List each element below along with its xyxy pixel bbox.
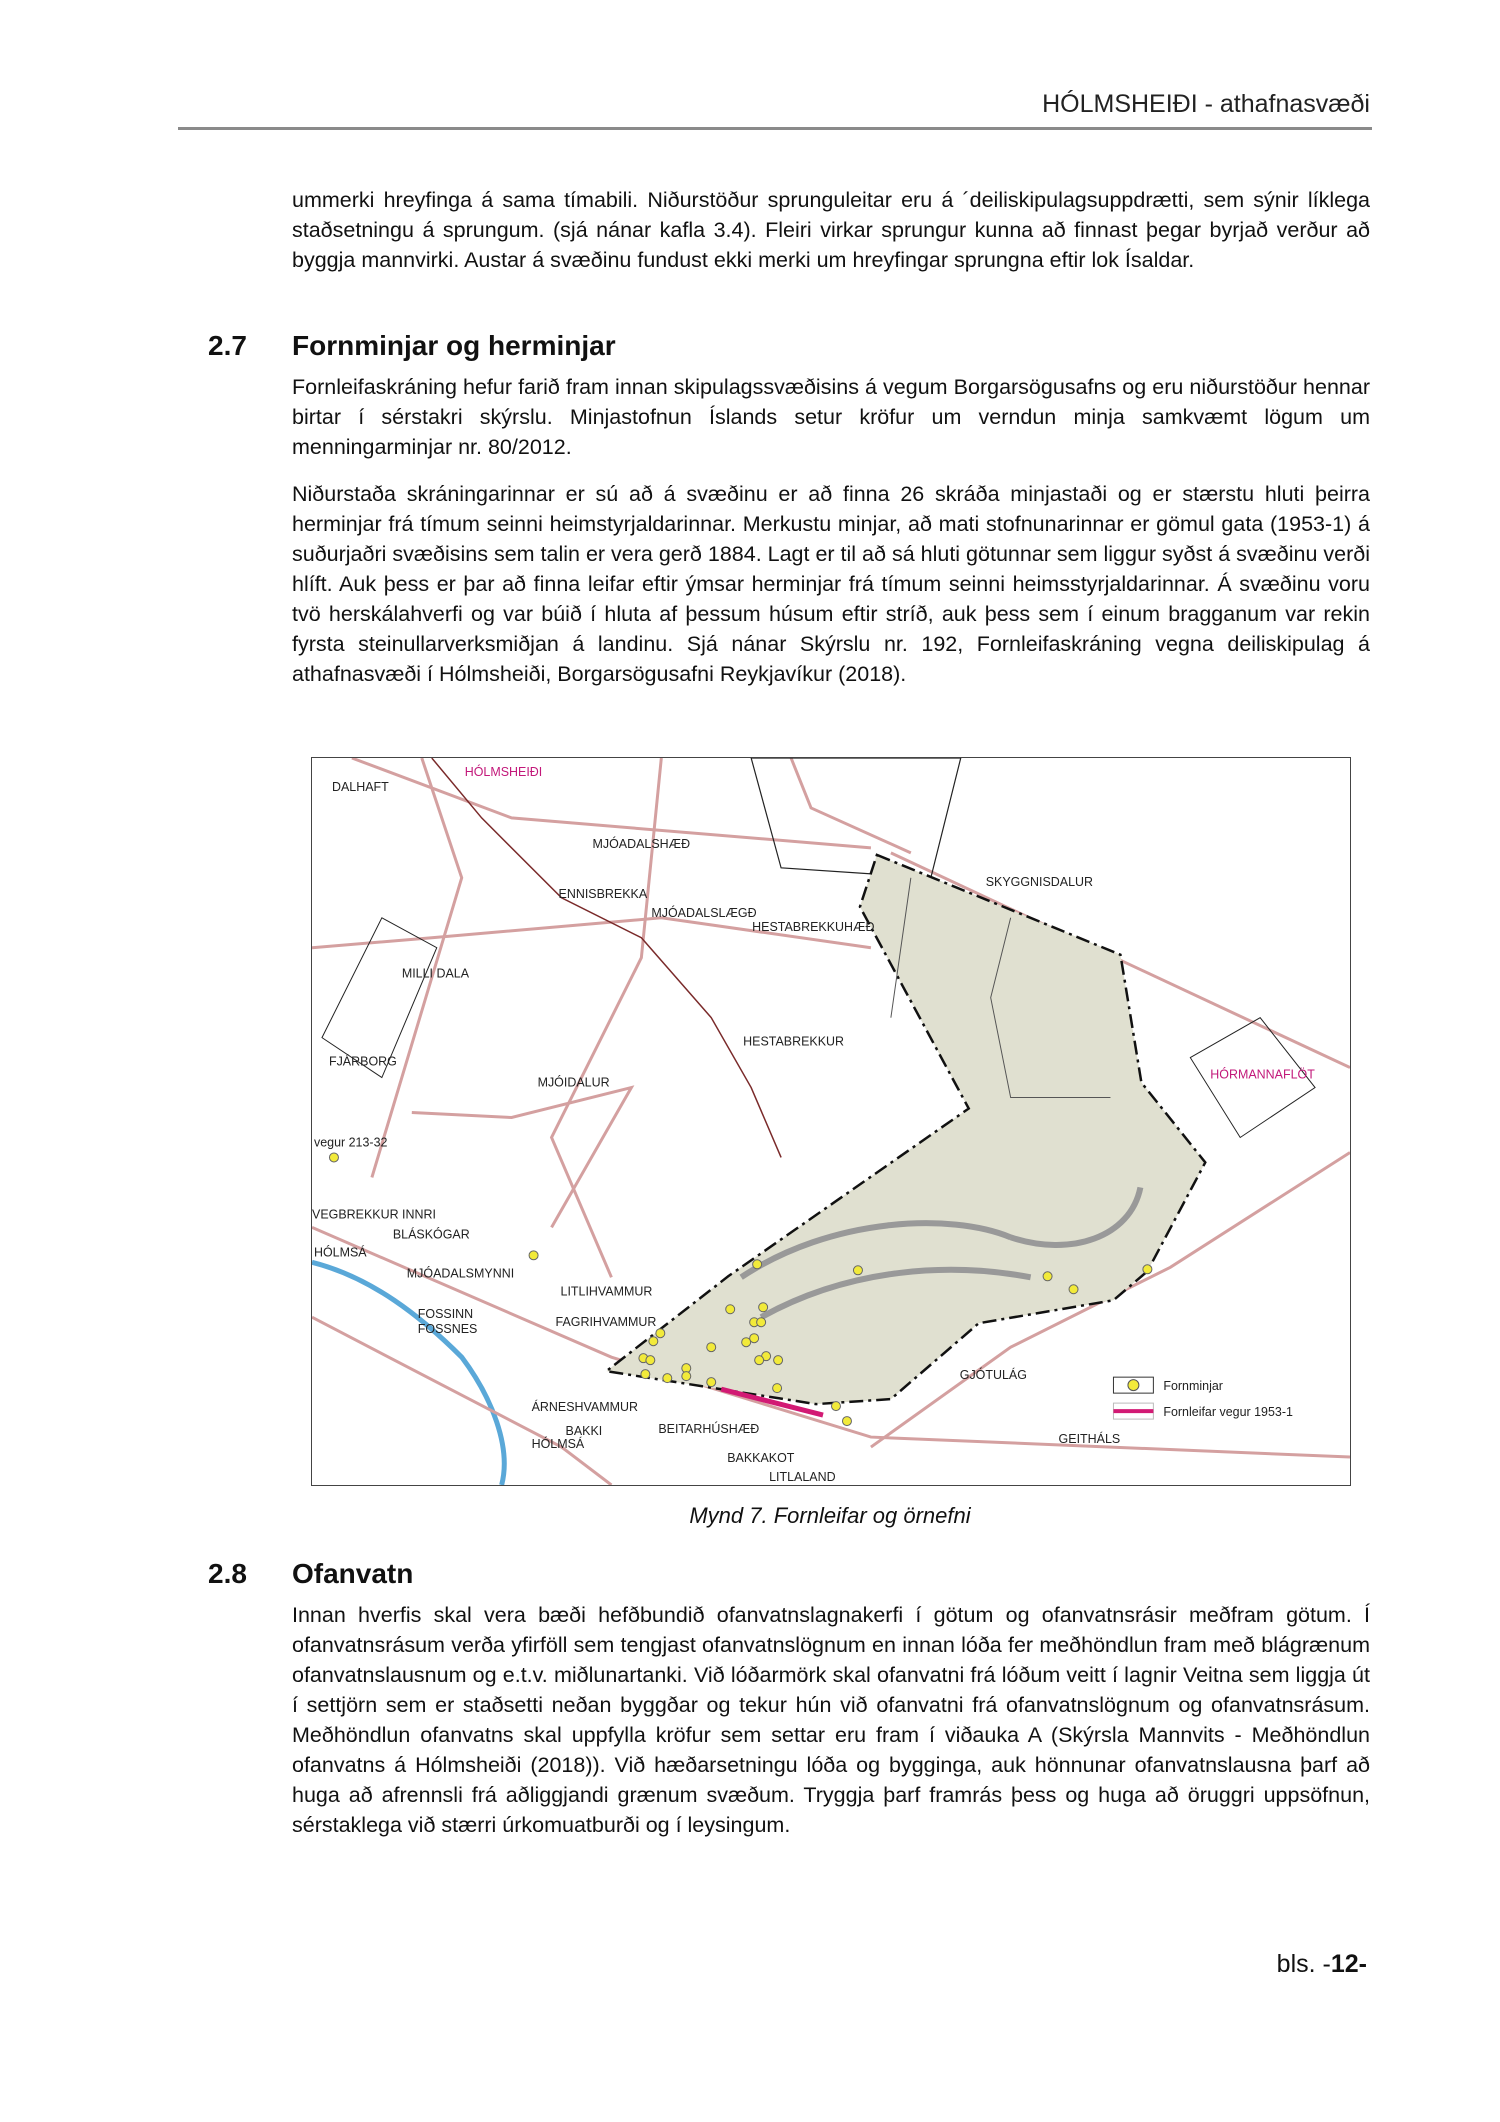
page-value: 12 <box>1330 1950 1359 1978</box>
place-label: LITLIHVAMMUR <box>560 1284 653 1299</box>
paragraph-ofanvatn: Innan hverfis skal vera bæði hefðbundið ofanvatnslagnakerfi í götum og ofanvatnsrásir meðfram götum. Í ofanvatnsrásum verða yfirföll sem tengjast ofanvatnslögnum en innan lóða fer meðhöndlun fram með blágrænum ofanvatnslausnum og e.t.v. miðlunartanki. Við lóðarmörk skal ofanvatni frá lóðum veitt í lagnir Veitna sem liggja út í settjörn sem er staðsetti neðan byggðar og tekur hún við ofanvatni frá ofanvatnslögnum og ofanvatnsrásum. Meðhöndlun ofanvatns skal uppfylla kröfur sem settar eru fram í viðauka A (Skýrsla Mannvits - Meðhöndlun ofanvatns á Hólmsheiði (2018)). Við hæðarsetningu lóða og bygginga, auk hönnunar ofanvatnslausna þarf að huga að afrennsli frá aðliggjandi grænum svæðum. Tryggja þarf framrás þess og huga að öruggri uppsöfnun, sérstaklega við stærri úrkomuatburði og í leysingum. <box>292 1603 1370 1837</box>
section-number: 2.7 <box>208 330 247 361</box>
place-label: FJÁRBORG <box>328 1054 397 1069</box>
fornminjar-marker <box>831 1402 840 1411</box>
place-label: vegur 213-32 <box>313 1135 388 1150</box>
page-suffix: - <box>1358 1950 1367 1978</box>
fornminjar-marker <box>753 1260 762 1269</box>
page-prefix: bls. - <box>1276 1950 1331 1978</box>
place-label: VEGBREKKUR INNRI <box>312 1207 436 1222</box>
section-title: Fornminjar og herminjar <box>292 330 616 361</box>
map-svg <box>312 758 1350 1485</box>
fornminjar-marker <box>682 1372 691 1381</box>
section-heading-2-7 <box>208 330 616 362</box>
section-title: Ofanvatn <box>292 1558 414 1589</box>
section-number: 2.8 <box>208 1558 247 1589</box>
plan-area <box>606 855 1205 1404</box>
road-line <box>412 1088 632 1228</box>
figure-map <box>311 757 1351 1486</box>
paragraph-intro: ummerki hreyfinga á sama tímabili. Niðurstöður sprunguleitar eru á ´deiliskipulagsuppdrætti, sem sýnir líklega staðsetningu á sprungum. (sjá nánar kafla 3.4). Fleiri virkar sprungur kunna að finnast þegar byrjað verður að byggja mannvirki. Austar á svæðinu fundust ekki merki um hreyfingar sprungna eftir lok Ísaldar. <box>292 188 1370 272</box>
place-label: HESTABREKKUR <box>743 1034 845 1049</box>
place-label: MILLI DALA <box>401 966 470 981</box>
section-heading-2-8 <box>208 1558 413 1590</box>
fornminjar-marker <box>656 1329 665 1338</box>
place-label: MJÓADALSHÆÐ <box>592 836 691 851</box>
place-label: HÓRMANNAFLÖT <box>1210 1067 1315 1082</box>
place-label: GEITHÁLS <box>1058 1432 1121 1447</box>
fornminjar-marker <box>742 1338 751 1347</box>
facility-outline <box>751 758 961 878</box>
header-rule <box>178 127 1372 130</box>
place-label: DALHAFT <box>331 779 389 794</box>
place-label: HÓLMSHEIÐI <box>464 764 543 779</box>
legend-vegur: Fornleifar vegur 1953-1 <box>1163 1405 1293 1420</box>
fornminjar-marker <box>853 1266 862 1275</box>
paragraph-fornleifaskraning: Fornleifaskráning hefur farið fram innan skipulagssvæðisins á vegum Borgarsögusafns og eru niðurstöður hennar birtar í sérstakri skýrslu. Minjastofnun Íslands setur kröfur um verndun minja samkvæmt lögum um menningarminjar nr. 80/2012. <box>292 375 1370 459</box>
fornminjar-marker <box>1069 1285 1078 1294</box>
fornminjar-marker <box>842 1417 851 1426</box>
place-label: BAKKAKOT <box>727 1451 795 1466</box>
place-label: FOSSNES <box>417 1322 478 1337</box>
figure-caption: Mynd 7. Fornleifar og örnefni <box>689 1503 971 1528</box>
trail-line <box>432 758 781 1157</box>
fornminjar-marker <box>529 1251 538 1260</box>
fornminjar-marker <box>707 1378 716 1387</box>
place-label: ENNISBREKKA <box>558 886 648 901</box>
fornminjar-marker <box>329 1153 338 1162</box>
fornminjar-marker <box>707 1343 716 1352</box>
fornminjar-marker <box>755 1356 764 1365</box>
fornminjar-marker <box>649 1337 658 1346</box>
place-label: SKYGGNISDALUR <box>985 874 1094 889</box>
place-label: HESTABREKKUHÆÐ <box>752 919 875 934</box>
place-label: MJÓADALSLÆGÐ <box>651 905 757 920</box>
fornminjar-marker <box>726 1305 735 1314</box>
place-label: FOSSINN <box>417 1307 474 1322</box>
legend-marker-icon <box>1128 1380 1139 1391</box>
place-label: ÁRNESHVAMMUR <box>531 1400 639 1415</box>
place-label: GJÓTULÁG <box>959 1368 1027 1383</box>
fornminjar-marker <box>663 1374 672 1383</box>
paragraph-nidurstada: Niðurstaða skráningarinnar er sú að á svæðinu er að finna 26 skráða minjastaði og er stærstu hluti þeirra herminjar frá tímum seinni heimstyrjaldarinnar. Merkustu minjar, að mati stofnunarinnar er gömul gata (1953-1) á suðurjaðri svæðisins sem talin er vera gerð 1884. Lagt er til að sá hluti götunnar sem liggur syðst á svæðinu verði hlíft. Auk þess er þar að finna leifar eftir ýmsar herminjar frá tímum seinni heimsstyrjaldarinnar. Á svæðinu voru tvö herskálahverfi og var búið í hluta af þessum húsum eftir stríð, auk þess sem í einum bragganum var rekin fyrsta steinullarverksmiðjan á landinu. Sjá nánar Skýrslu nr. 192, Fornleifaskráning vegna deiliskipulag á athafnasvæði í Hólmsheiði, Borgarsögusafni Reykjavíkur (2018). <box>292 482 1370 686</box>
fornminjar-marker <box>774 1356 783 1365</box>
fornminjar-marker <box>1143 1265 1152 1274</box>
place-label: HÓLMSÁ <box>313 1245 367 1260</box>
fornminjar-marker <box>759 1303 768 1312</box>
fornminjar-marker <box>757 1318 766 1327</box>
place-label: BEITARHÚSHÆÐ <box>658 1422 760 1437</box>
fornminjar-marker <box>1043 1272 1052 1281</box>
fornminjar-marker <box>773 1384 782 1393</box>
place-label: MJÓADALSMYNNI <box>406 1266 515 1281</box>
place-label: MJÓIDALUR <box>537 1075 610 1090</box>
page-number <box>1277 1950 1367 1979</box>
fornminjar-marker <box>646 1356 655 1365</box>
running-header: HÓLMSHEIÐI - athafnasvæði <box>1042 90 1370 118</box>
place-label: FAGRIHVAMMUR <box>555 1315 657 1330</box>
map-legend <box>1113 1377 1293 1419</box>
place-label: BAKKI <box>565 1424 603 1439</box>
road-line <box>791 758 911 853</box>
place-label: HÓLMSÁ <box>531 1437 585 1452</box>
place-label: LITLALAND <box>769 1470 836 1485</box>
road-line <box>352 758 871 848</box>
legend-fornminjar: Fornminjar <box>1163 1379 1223 1394</box>
river-holmsa <box>312 1262 504 1485</box>
fornminjar-marker <box>641 1370 650 1379</box>
place-label: BLÁSKÓGAR <box>392 1227 470 1242</box>
